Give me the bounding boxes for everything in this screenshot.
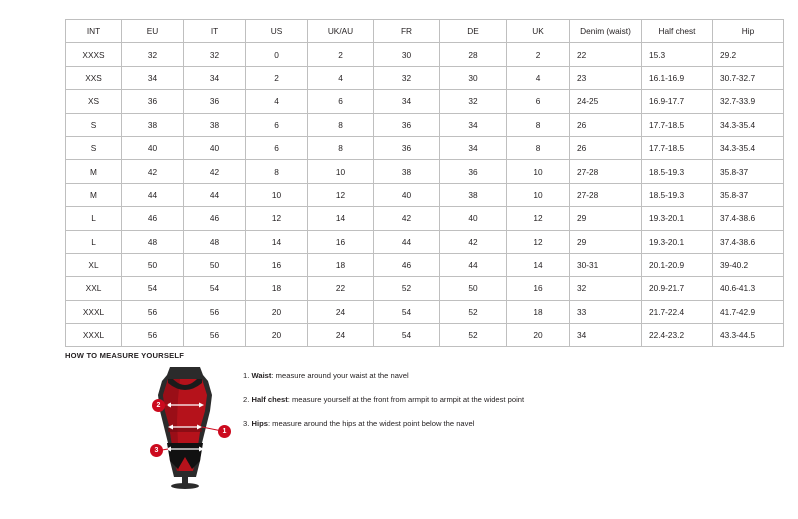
table-row	[66, 324, 784, 347]
measure-notes-list	[243, 370, 673, 442]
table-cell: 56	[122, 300, 184, 323]
column-header: DE	[440, 20, 507, 43]
table-cell: XXXS	[66, 43, 122, 66]
table-cell: XS	[66, 90, 122, 113]
table-cell: 16	[507, 277, 570, 300]
table-cell: 34	[440, 136, 507, 159]
table-cell: 36	[374, 136, 440, 159]
table-cell: 27-28	[570, 160, 642, 183]
table-row	[66, 113, 784, 136]
table-cell: 14	[507, 253, 570, 276]
note-label: Hips	[251, 419, 268, 428]
table-cell: XXXL	[66, 300, 122, 323]
table-cell: 12	[246, 207, 308, 230]
note-text: : measure around your waist at the navel	[271, 371, 409, 380]
note-number: 2.	[243, 395, 250, 404]
table-cell: L	[66, 230, 122, 253]
table-cell: 42	[184, 160, 246, 183]
table-cell: 36	[440, 160, 507, 183]
column-header: Half chest	[642, 20, 713, 43]
table-cell: 48	[122, 230, 184, 253]
table-cell: 56	[184, 324, 246, 347]
table-cell: XXL	[66, 277, 122, 300]
callout-bullet-1: 1	[218, 425, 231, 438]
table-cell: 17.7-18.5	[642, 136, 713, 159]
column-header: EU	[122, 20, 184, 43]
table-cell: 14	[308, 207, 374, 230]
table-row	[66, 230, 784, 253]
table-cell: 19.3-20.1	[642, 230, 713, 253]
note-text: : measure around the hips at the widest point below the navel	[267, 419, 475, 428]
table-cell: XL	[66, 253, 122, 276]
table-cell: 10	[308, 160, 374, 183]
table-cell: 54	[374, 324, 440, 347]
callout-bullet-2: 2	[152, 399, 165, 412]
note-number: 1.	[243, 371, 250, 380]
table-cell: 36	[374, 113, 440, 136]
table-cell: 4	[507, 66, 570, 89]
table-cell: 10	[507, 160, 570, 183]
table-cell: 34	[184, 66, 246, 89]
table-cell: 24-25	[570, 90, 642, 113]
table-row	[66, 43, 784, 66]
table-cell: 46	[122, 207, 184, 230]
table-cell: 12	[507, 207, 570, 230]
column-header: Denim (waist)	[570, 20, 642, 43]
table-cell: 14	[246, 230, 308, 253]
table-cell: 4	[246, 90, 308, 113]
table-row	[66, 66, 784, 89]
table-cell: 32	[374, 66, 440, 89]
table-cell: 32	[184, 43, 246, 66]
table-cell: 26	[570, 136, 642, 159]
table-cell: 30	[374, 43, 440, 66]
table-cell: 8	[507, 136, 570, 159]
table-cell: 44	[184, 183, 246, 206]
table-cell: 34	[440, 113, 507, 136]
table-cell: 6	[507, 90, 570, 113]
how-to-measure-title: HOW TO MEASURE YOURSELF	[65, 351, 185, 360]
size-conversion-table	[65, 19, 784, 347]
table-cell: 54	[122, 277, 184, 300]
table-cell: 56	[184, 300, 246, 323]
table-cell: 16	[246, 253, 308, 276]
table-cell: 22	[570, 43, 642, 66]
table-cell: 37.4-38.6	[713, 207, 784, 230]
table-cell: 32	[570, 277, 642, 300]
table-cell: 12	[308, 183, 374, 206]
table-cell: 40.6-41.3	[713, 277, 784, 300]
table-cell: 32.7-33.9	[713, 90, 784, 113]
table-cell: 40	[440, 207, 507, 230]
table-cell: 34	[374, 90, 440, 113]
table-cell: S	[66, 136, 122, 159]
table-cell: 52	[374, 277, 440, 300]
table-cell: 0	[246, 43, 308, 66]
table-cell: 42	[440, 230, 507, 253]
table-cell: 8	[507, 113, 570, 136]
table-cell: 18	[308, 253, 374, 276]
table-row	[66, 136, 784, 159]
size-table-container	[65, 19, 756, 347]
table-cell: 4	[308, 66, 374, 89]
size-table-body	[66, 20, 784, 347]
table-cell: 36	[122, 90, 184, 113]
table-cell: 39-40.2	[713, 253, 784, 276]
table-cell: 18	[246, 277, 308, 300]
table-cell: 30.7-32.7	[713, 66, 784, 89]
table-cell: 20	[246, 300, 308, 323]
table-cell: 24	[308, 300, 374, 323]
column-header: UK	[507, 20, 570, 43]
table-cell: 16.9-17.7	[642, 90, 713, 113]
table-cell: 43.3-44.5	[713, 324, 784, 347]
table-cell: 42	[122, 160, 184, 183]
table-cell: 32	[440, 90, 507, 113]
table-cell: 52	[440, 300, 507, 323]
table-cell: 50	[184, 253, 246, 276]
table-cell: M	[66, 183, 122, 206]
table-cell: 36	[184, 90, 246, 113]
table-cell: 23	[570, 66, 642, 89]
table-cell: 27-28	[570, 183, 642, 206]
measure-note	[243, 394, 673, 405]
table-cell: 40	[374, 183, 440, 206]
table-cell: 38	[184, 113, 246, 136]
note-text: : measure yourself at the front from armpit to armpit at the widest point	[287, 395, 525, 404]
table-cell: 34.3-35.4	[713, 113, 784, 136]
table-cell: 44	[440, 253, 507, 276]
table-cell: 18	[507, 300, 570, 323]
table-cell: 30	[440, 66, 507, 89]
table-cell: 29.2	[713, 43, 784, 66]
table-cell: L	[66, 207, 122, 230]
table-cell: 52	[440, 324, 507, 347]
table-cell: 8	[308, 113, 374, 136]
measure-instructions-block	[65, 365, 665, 495]
column-header: Hip	[713, 20, 784, 43]
column-header: US	[246, 20, 308, 43]
note-label: Waist	[251, 371, 272, 380]
table-cell: 38	[122, 113, 184, 136]
measure-note	[243, 418, 673, 429]
table-row	[66, 183, 784, 206]
table-row	[66, 90, 784, 113]
table-cell: 20.1-20.9	[642, 253, 713, 276]
table-cell: 29	[570, 230, 642, 253]
table-cell: 2	[308, 43, 374, 66]
table-cell: 46	[184, 207, 246, 230]
table-cell: 54	[374, 300, 440, 323]
table-cell: 48	[184, 230, 246, 253]
column-header: FR	[374, 20, 440, 43]
table-cell: 33	[570, 300, 642, 323]
table-cell: 10	[507, 183, 570, 206]
column-header: IT	[184, 20, 246, 43]
table-cell: S	[66, 113, 122, 136]
table-cell: 44	[374, 230, 440, 253]
table-cell: 22.4-23.2	[642, 324, 713, 347]
table-cell: 32	[122, 43, 184, 66]
table-cell: 42	[374, 207, 440, 230]
table-cell: 16.1-16.9	[642, 66, 713, 89]
table-cell: 6	[246, 136, 308, 159]
table-cell: 2	[507, 43, 570, 66]
table-cell: 18.5-19.3	[642, 183, 713, 206]
table-row	[66, 160, 784, 183]
table-cell: 56	[122, 324, 184, 347]
table-cell: 40	[184, 136, 246, 159]
table-cell: 10	[246, 183, 308, 206]
table-row	[66, 300, 784, 323]
table-cell: 18.5-19.3	[642, 160, 713, 183]
table-cell: 24	[308, 324, 374, 347]
table-cell: 8	[246, 160, 308, 183]
table-cell: 40	[122, 136, 184, 159]
table-cell: 22	[308, 277, 374, 300]
table-cell: 34	[122, 66, 184, 89]
table-cell: 54	[184, 277, 246, 300]
table-cell: 12	[507, 230, 570, 253]
table-row	[66, 277, 784, 300]
table-cell: 2	[246, 66, 308, 89]
table-row	[66, 207, 784, 230]
table-cell: 34	[570, 324, 642, 347]
note-label: Half chest	[251, 395, 288, 404]
table-cell: 38	[440, 183, 507, 206]
table-cell: 26	[570, 113, 642, 136]
table-cell: 46	[374, 253, 440, 276]
table-cell: 19.3-20.1	[642, 207, 713, 230]
column-header: INT	[66, 20, 122, 43]
table-cell: 44	[122, 183, 184, 206]
table-cell: 41.7-42.9	[713, 300, 784, 323]
table-cell: 17.7-18.5	[642, 113, 713, 136]
table-cell: 6	[308, 90, 374, 113]
column-header: UK/AU	[308, 20, 374, 43]
table-cell: 50	[440, 277, 507, 300]
table-cell: 38	[374, 160, 440, 183]
table-cell: XXS	[66, 66, 122, 89]
table-cell: 20	[507, 324, 570, 347]
table-cell: 29	[570, 207, 642, 230]
table-cell: 28	[440, 43, 507, 66]
table-row	[66, 253, 784, 276]
table-cell: 35.8-37	[713, 183, 784, 206]
table-cell: 20	[246, 324, 308, 347]
table-cell: 21.7-22.4	[642, 300, 713, 323]
callout-bullet-3: 3	[150, 444, 163, 457]
table-cell: 6	[246, 113, 308, 136]
table-cell: 20.9-21.7	[642, 277, 713, 300]
table-cell: 16	[308, 230, 374, 253]
measure-note	[243, 370, 673, 381]
note-number: 3.	[243, 419, 250, 428]
table-cell: 37.4-38.6	[713, 230, 784, 253]
table-cell: 35.8-37	[713, 160, 784, 183]
table-cell: 8	[308, 136, 374, 159]
table-cell: M	[66, 160, 122, 183]
table-header-row	[66, 20, 784, 43]
table-cell: 30-31	[570, 253, 642, 276]
table-cell: 50	[122, 253, 184, 276]
table-cell: 15.3	[642, 43, 713, 66]
table-cell: XXXL	[66, 324, 122, 347]
table-cell: 34.3-35.4	[713, 136, 784, 159]
